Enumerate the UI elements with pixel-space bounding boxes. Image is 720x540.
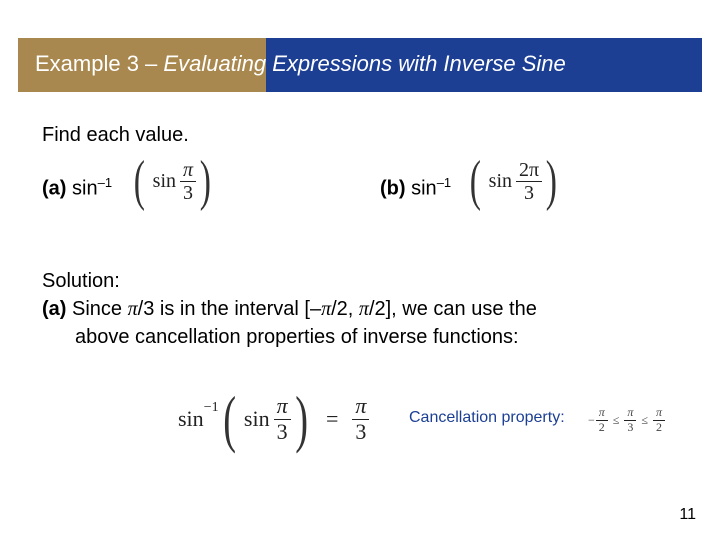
- part-b-label: [380, 175, 451, 201]
- eq-inv: −1: [203, 400, 219, 415]
- eq-num: π: [274, 394, 291, 419]
- solution-line-2: above cancellation properties of inverse functions:: [75, 326, 519, 348]
- slide-title: [35, 51, 566, 77]
- ineq-c-num: π: [653, 406, 665, 420]
- part-a-inner-fn: sin: [152, 169, 176, 192]
- close-paren: ): [199, 150, 211, 212]
- pi-symbol: π: [321, 298, 332, 320]
- part-a-label: [42, 175, 112, 201]
- part-a-num: π: [180, 159, 196, 182]
- open-paren: (: [469, 150, 481, 212]
- pi-symbol: π: [358, 298, 369, 320]
- ineq-b-den: 3: [627, 419, 634, 434]
- eq-fn: sin: [178, 406, 204, 431]
- cancellation-equation: [178, 384, 369, 454]
- part-a-fn: sin: [72, 177, 98, 200]
- ineq-c-den: 2: [656, 419, 662, 434]
- ineq-a-den: 2: [598, 419, 605, 434]
- part-b-num: 2π: [516, 159, 542, 182]
- pi-symbol: π: [127, 298, 138, 320]
- le-symbol: ≤: [641, 412, 648, 427]
- page-number: 11: [679, 506, 696, 523]
- prompt-text: Find each value.: [42, 124, 189, 146]
- part-a-inv: –1: [97, 175, 113, 190]
- title-italic: Evaluating Expressions with Inverse Sine: [163, 51, 566, 76]
- eq-rhs-fraction: [352, 394, 369, 443]
- solution-line1-mid2: /2,: [331, 298, 359, 320]
- close-paren: ): [294, 383, 308, 454]
- part-b-inv: –1: [436, 175, 452, 190]
- ineq-a-num: π: [596, 406, 608, 420]
- solution-heading: Solution:: [42, 270, 120, 292]
- solution-a-label: (a): [42, 298, 67, 320]
- close-paren: ): [545, 150, 558, 212]
- ineq-a: [596, 406, 608, 433]
- part-a-letter: (a): [42, 177, 67, 200]
- part-b-letter: (b): [380, 177, 406, 200]
- eq-fraction: [274, 394, 291, 443]
- solution-line1-mid: /3 is in the interval [–: [137, 298, 322, 320]
- neg-sign: −: [588, 412, 595, 427]
- eq-rhs-num: π: [352, 394, 369, 419]
- solution-line1-post: /2], we can use the: [368, 298, 537, 320]
- open-paren: (: [222, 383, 236, 454]
- part-b-fn: sin: [411, 177, 437, 200]
- part-b-fraction: [516, 159, 542, 204]
- part-b-expression: [466, 150, 561, 212]
- part-a-fraction: [180, 159, 196, 204]
- cancellation-label: Cancellation property:: [409, 409, 565, 426]
- part-a-expression: [130, 150, 215, 212]
- part-b-inner-fn: sin: [488, 169, 512, 192]
- solution-line-1: [42, 298, 537, 321]
- eq-rhs-den: 3: [355, 418, 367, 444]
- part-b-den: 3: [524, 181, 535, 204]
- title-bar: [18, 38, 702, 92]
- open-paren: (: [133, 150, 145, 212]
- le-symbol: ≤: [612, 412, 620, 427]
- eq-inner-fn: sin: [243, 406, 270, 431]
- part-a-den: 3: [183, 181, 194, 204]
- ineq-b: [624, 406, 636, 433]
- ineq-c: [653, 406, 665, 433]
- eq-den: 3: [276, 418, 288, 444]
- title-prefix: Example 3 –: [35, 51, 164, 76]
- eq-equals: =: [325, 406, 339, 431]
- solution-line1-pre: Since: [66, 298, 128, 320]
- ineq-b-num: π: [624, 406, 636, 420]
- cancellation-inequality: [588, 402, 665, 438]
